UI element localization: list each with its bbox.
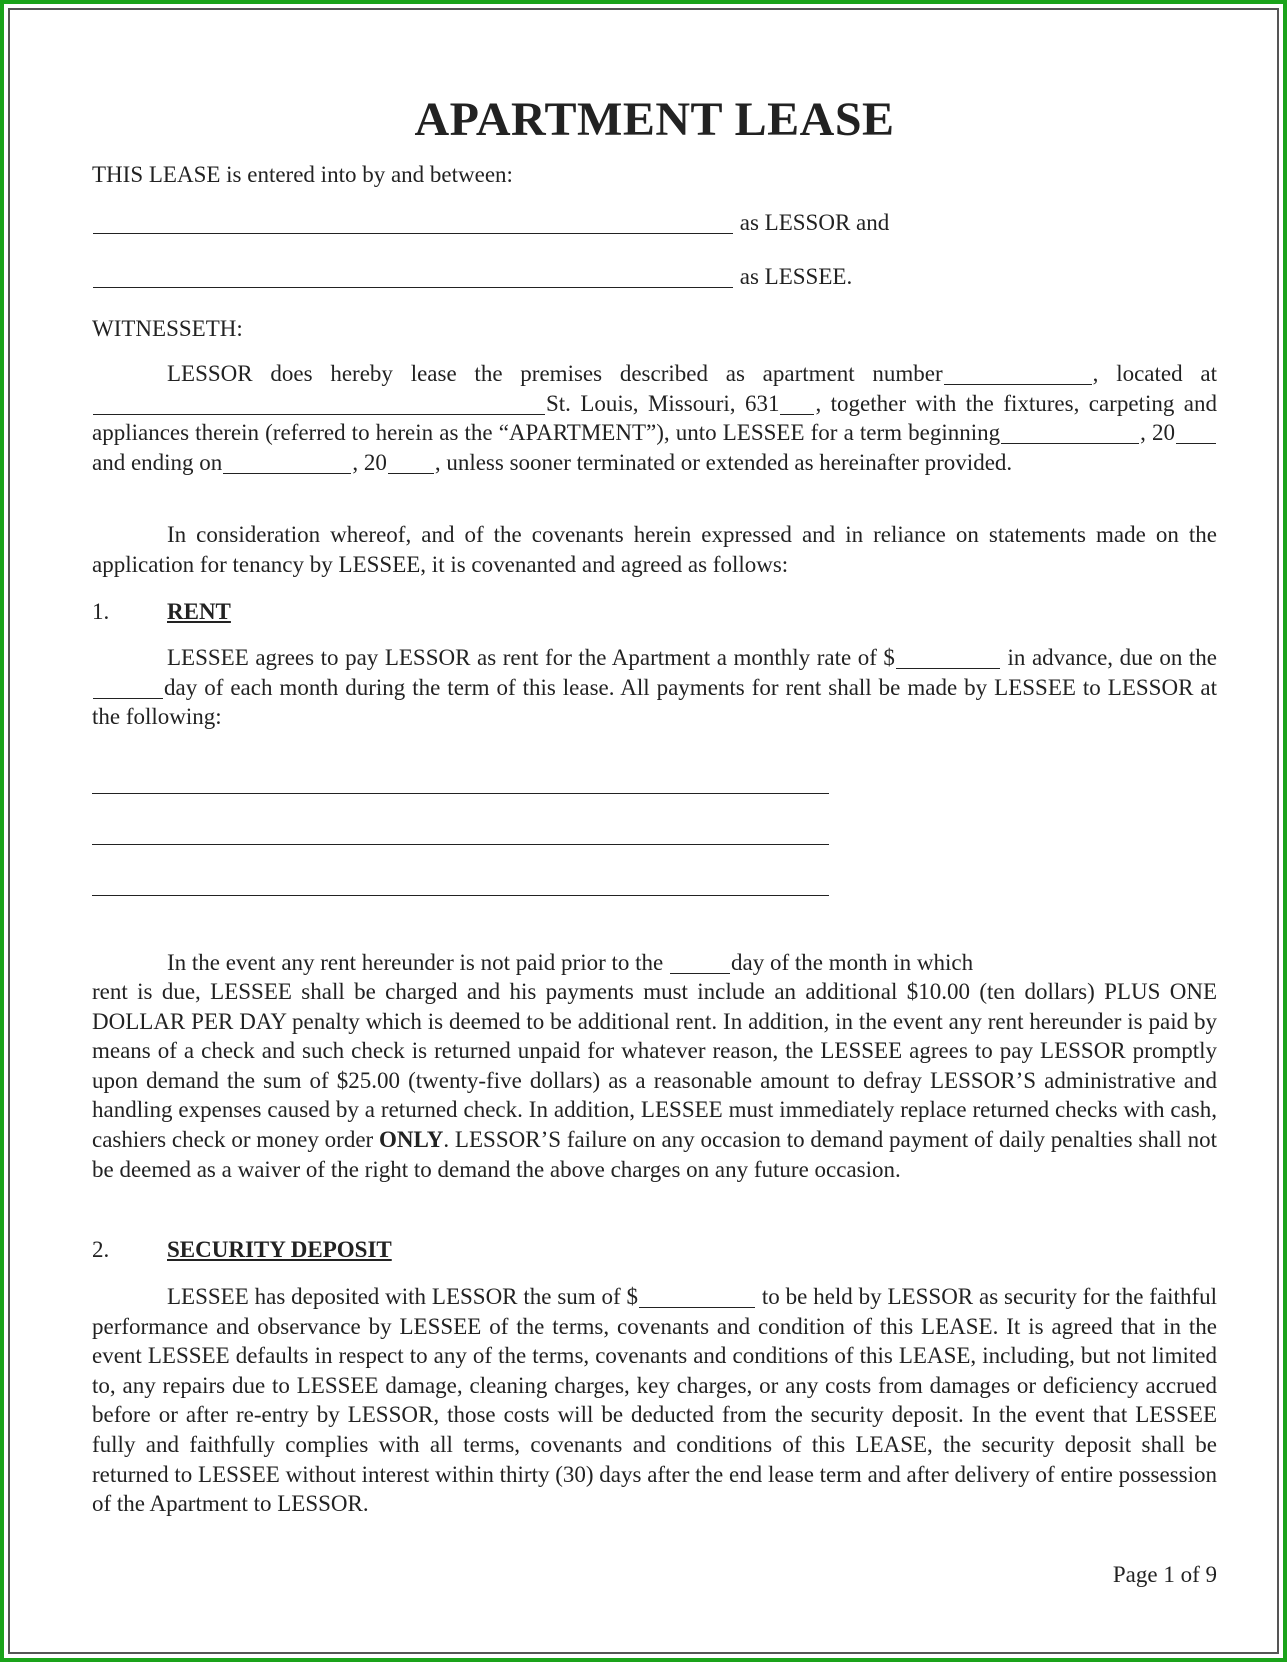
section-title: RENT <box>167 599 231 624</box>
lessee-label: as LESSEE. <box>739 264 853 289</box>
consideration-paragraph: In consideration whereof, and of the covenants herein expressed and in reliance on statements made on the application for tenancy by LESSEE, it is covenanted and agreed as follows: <box>92 522 1217 577</box>
page-number: Page 1 of 9 <box>1112 1562 1217 1587</box>
lessor-line <box>92 208 889 238</box>
lessee-line <box>92 262 852 292</box>
due-day-blank[interactable] <box>93 676 163 699</box>
lessor-label: as LESSOR and <box>739 210 890 235</box>
begin-date-blank[interactable] <box>1001 421 1139 444</box>
city-text: St. Louis, Missouri, 631 <box>546 390 780 416</box>
located-at-text: located at <box>1116 361 1217 386</box>
zip-blank[interactable] <box>780 392 814 415</box>
due-on-text: in advance, due on the <box>1007 645 1217 670</box>
witnesseth-heading: WITNESSETH: <box>92 316 243 341</box>
section-deposit-heading <box>92 1235 392 1265</box>
section-title: SECURITY DEPOSIT <box>167 1237 392 1262</box>
section-number: 2. <box>92 1237 110 1262</box>
payment-address-line-2[interactable] <box>92 844 829 845</box>
address-blank[interactable] <box>93 392 545 415</box>
deposit-terms-text: to be held by LESSOR as security for the faithful performance and observance by LESSEE of the terms, covenants and condition of this LEASE. It is agreed that in the event LESSEE defaults in respect to any of the terms, covenants and conditions of this LEASE, including, but not limited to, any repairs due to LESSEE damage, cleaning charges, key charges, or any costs from damages or deficiency accrued before or after re-entry by LESSOR, those costs will be deducted from the security deposit. In the event that LESSEE fully and faithfully complies with all terms, covenants and conditions of this LEASE, the security deposit shall be returned to LESSEE without interest within thirty (30) days after the end lease term and after delivery of entire possession of the Apartment to LESSOR. <box>92 1284 1217 1517</box>
begin-year-blank[interactable] <box>1176 421 1216 444</box>
ending-text: and ending on <box>92 449 223 475</box>
late-rent-text: In the event any rent hereunder is not paid prior to the <box>167 950 664 975</box>
end-year-prefix: , 20 <box>352 449 387 475</box>
premises-comma: , <box>1092 361 1099 386</box>
payment-address-line-3[interactable] <box>92 895 829 896</box>
rent-amount-blank[interactable] <box>896 646 1000 669</box>
end-year-blank[interactable] <box>388 451 434 474</box>
late-day-blank[interactable] <box>670 951 730 974</box>
section-rent-heading <box>92 597 231 627</box>
intro-line: THIS LEASE is entered into by and between: <box>92 162 513 187</box>
lessee-name-blank[interactable] <box>93 265 733 288</box>
late-rent-first-line <box>92 948 973 978</box>
page-sheet <box>8 8 1279 1654</box>
premises-paragraph <box>92 359 1217 477</box>
rent-paragraph <box>92 643 1217 732</box>
late-fee-text: rent is due, LESSEE shall be charged and his payments must include an additional $10.00 (ten dollars) PLUS ONE DOLLAR PER DAY penalty which is deemed to be additional rent. In addition, in the event any rent hereunder is paid by means of a check and such check is returned unpaid for whatever reason, the LESSEE agrees to pay LESSOR promptly upon demand the sum of $25.00 (twenty-five dollars) as a reasonable amount to defray LESSOR’S administrative and handling expenses caused by a returned check. In addition, LESSEE must immediately replace returned checks with cash, cashiers check or money order <box>92 979 1217 1152</box>
fixtures-text: , together with the fixtures, carpeting and appliances therein (referred to herein as the “APARTMENT”), unto LESSEE for a term beginning <box>92 390 1217 446</box>
begin-year-prefix: , 20 <box>1140 420 1176 446</box>
apartment-number-blank[interactable] <box>944 362 1092 385</box>
late-day-text: day of the month in which <box>731 950 974 975</box>
only-emphasis: ONLY <box>379 1126 444 1152</box>
rent-rate-text: LESSEE agrees to pay LESSOR as rent for the Apartment a monthly rate of $ <box>167 645 895 670</box>
waiver-text: . LESSOR’S failure on any occasion to demand payment of daily penalties shall not be deemed as a waiver of the right to demand the above charges on any future occasion. <box>92 1126 1217 1182</box>
deposit-paragraph <box>92 1282 1217 1519</box>
deposit-sum-text: LESSEE has deposited with LESSOR the sum of $ <box>167 1284 639 1309</box>
payment-address-line-1[interactable] <box>92 793 829 794</box>
document-title: APARTMENT LEASE <box>414 93 895 146</box>
payments-text: day of each month during the term of this lease. All payments for rent shall be made by LESSEE to LESSOR at the following: <box>92 674 1217 730</box>
deposit-amount-blank[interactable] <box>639 1285 755 1308</box>
section-number: 1. <box>92 599 110 624</box>
lessor-name-blank[interactable] <box>93 211 733 234</box>
premises-text: LESSOR does hereby lease the premises described as apartment number <box>167 361 943 386</box>
provided-text: , unless sooner terminated or extended as hereinafter provided. <box>434 449 1013 475</box>
late-rent-paragraph <box>92 977 1217 1184</box>
end-date-blank[interactable] <box>223 451 351 474</box>
